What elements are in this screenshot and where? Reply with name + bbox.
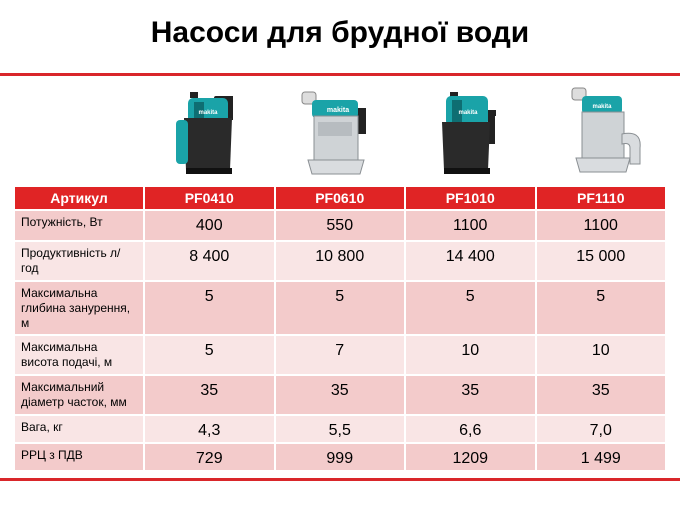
row-label: Вага, кг <box>15 416 143 442</box>
cell-value: 14 400 <box>406 242 535 280</box>
cell-value: 10 <box>406 336 535 374</box>
table-header-row <box>15 187 665 209</box>
cell-value: 5 <box>537 282 666 334</box>
cell-value: 35 <box>537 376 666 414</box>
cell-value: 5 <box>406 282 535 334</box>
cell-value: 35 <box>145 376 274 414</box>
table-row <box>15 282 665 334</box>
cell-value: 5 <box>276 282 405 334</box>
row-label: РРЦ з ПДВ <box>15 444 143 470</box>
cell-value: 5 <box>145 282 274 334</box>
cell-value: 1100 <box>537 211 666 240</box>
cell-value: 5,5 <box>276 416 405 442</box>
cell-value: 6,6 <box>406 416 535 442</box>
svg-text:makita: makita <box>326 107 350 114</box>
header-model: PF0410 <box>145 187 274 209</box>
row-label: Продуктивність л/год <box>15 242 143 280</box>
table-row <box>15 336 665 374</box>
svg-text:makita: makita <box>592 104 612 110</box>
cell-value: 1 499 <box>537 444 666 470</box>
pump-image-pf0410 <box>170 86 250 178</box>
cell-value: 550 <box>276 211 405 240</box>
cell-value: 35 <box>406 376 535 414</box>
svg-text:makita: makita <box>198 110 218 116</box>
bottom-divider <box>0 478 680 481</box>
header-article: Артикул <box>15 187 143 209</box>
pump-image-pf1010 <box>430 86 510 178</box>
table-row <box>15 376 665 414</box>
table-row <box>15 242 665 280</box>
cell-value: 1100 <box>406 211 535 240</box>
cell-value: 7,0 <box>537 416 666 442</box>
table-row <box>15 444 665 470</box>
cell-value: 729 <box>145 444 274 470</box>
cell-value: 10 800 <box>276 242 405 280</box>
row-label: Максимальна висота подачі, м <box>15 336 143 374</box>
row-label: Потужність, Вт <box>15 211 143 240</box>
cell-value: 35 <box>276 376 405 414</box>
cell-value: 8 400 <box>145 242 274 280</box>
cell-value: 1209 <box>406 444 535 470</box>
cell-value: 10 <box>537 336 666 374</box>
cell-value: 15 000 <box>537 242 666 280</box>
table-row <box>15 416 665 442</box>
header-model: PF0610 <box>276 187 405 209</box>
row-label: Максимальна глибина занурення, м <box>15 282 143 334</box>
svg-text:makita: makita <box>458 110 478 116</box>
cell-value: 400 <box>145 211 274 240</box>
pump-image-pf0610 <box>300 86 380 178</box>
header-model: PF1110 <box>537 187 666 209</box>
top-divider <box>0 73 680 76</box>
cell-value: 7 <box>276 336 405 374</box>
header-model: PF1010 <box>406 187 535 209</box>
cell-value: 4,3 <box>145 416 274 442</box>
cell-value: 999 <box>276 444 405 470</box>
page-title: Насоси для брудної води <box>150 16 530 49</box>
row-label: Максимальний діаметр часток, мм <box>15 376 143 414</box>
spec-table <box>13 185 667 472</box>
pump-image-pf1110 <box>570 86 650 178</box>
cell-value: 5 <box>145 336 274 374</box>
table-row <box>15 211 665 240</box>
